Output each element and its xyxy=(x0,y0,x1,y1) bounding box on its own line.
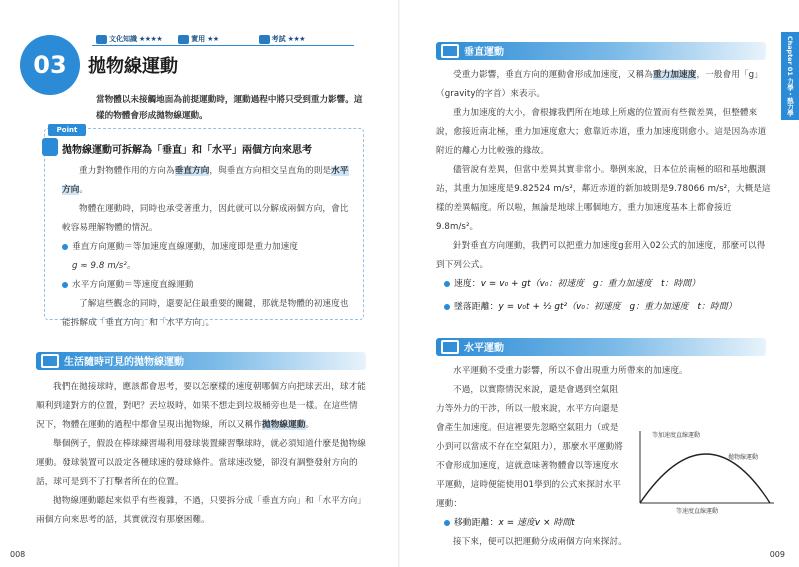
point-paragraph-1: 重力對物體作用的方向為垂直方向，與垂直方向相交呈直角的則是水平方向。 xyxy=(62,166,349,195)
book-icon xyxy=(96,35,107,44)
book-icon xyxy=(441,44,459,58)
point-bullet-1: 垂直方向運動＝等加速度直線運動，加速度即是重力加速度 xyxy=(62,238,354,257)
vertical-paragraph-1: 受重力影響，垂直方向的運動會形成加速度，又稱為重力加速度，一般會用「g」（gravity的字首）來表示。 xyxy=(436,70,763,99)
section-header-everyday: 生活隨時可見的拋物線運動 xyxy=(36,352,366,370)
section-header-vertical: 垂直運動 xyxy=(436,42,766,60)
point-formula: g ≈ 9.8 m/s²。 xyxy=(72,261,136,271)
badge-culture: 文化知識 ★★★★ xyxy=(96,34,162,44)
section-paragraph-3: 拋物線運動聽起來似乎有些複雜，不過，只要拆分成「垂直方向」和「水平方向」兩個方向來思考的話，其實就沒有那麼困難。 xyxy=(36,496,366,525)
bullet-icon xyxy=(444,520,450,526)
point-tag: Point xyxy=(48,124,86,136)
chapter-tab: Chapter 01 力學・熱力學 xyxy=(781,32,799,120)
stars: ★★★ xyxy=(287,35,305,43)
horizontal-paragraph-1: 水平運動不受重力影響，所以不會出現重力所帶來的加速度。 xyxy=(453,366,688,376)
bullet-icon xyxy=(62,282,68,288)
vertical-paragraph-4: 針對垂直方向運動，我們可以把重力加速度g套用入02公式的加速度，那麼可以得到下列公式。 xyxy=(436,241,766,270)
point-heading: 拋物線運動可拆解為「垂直」和「水平」兩個方向來思考 xyxy=(62,145,312,156)
vertical-body xyxy=(436,66,772,317)
page-number-left: 008 xyxy=(10,550,26,559)
badge-row xyxy=(96,34,346,44)
vertical-paragraph-3: 儘管說有差異，但當中差異其實非常小。舉例來說，日本位於南極的昭和基地觀測站，其重力加速度是9.82524 m/s²，鄰近赤道的新加坡則是9.78066 m/s²，大概是這樣的差異幅度。所以啦，無論是地球上哪個地方，重力加速度基本上都會接近9.8m/s²。 xyxy=(436,165,771,232)
tool-icon xyxy=(178,35,189,44)
section-body xyxy=(36,378,366,530)
right-page xyxy=(400,0,799,567)
projectile-diagram xyxy=(632,425,782,515)
point-paragraph-3: 了解這些觀念的同時，還要記住最重要的關鍵，那就是物體的初速度也能拆解成「垂直方向」和「水平方向」。 xyxy=(62,299,349,328)
book-icon xyxy=(41,354,59,368)
horizontal-paragraph-2: 不過，以實際情況來說，還是會遇到空氣阻力等外力的干涉，所以一般來說，水平方向還是會產生加速度。但這裡要先忽略空氣阻力（或是小到可以當成不存在空氣阻力），那麼水平運動將不會形成加速度，這就意味著物體會以等速度水平運動，這時便能使用01學到的公式來探討水平運動： xyxy=(436,385,623,509)
diagram-label-vertical: 等加速度直線運動 xyxy=(652,432,701,439)
point-body xyxy=(62,162,354,333)
bullet-icon xyxy=(62,244,68,250)
badge-practical: 實用 ★★ xyxy=(178,34,219,44)
formula-distance: 移動距離：x = 速度v × 時間t xyxy=(436,514,772,533)
chapter-title: 拋物線運動 xyxy=(88,56,178,77)
point-paragraph-2: 物體在運動時，同時也承受著重力，因此就可以分解成兩個方向，會比較容易理解物體的情況。 xyxy=(62,204,349,233)
section-header-horizontal: 水平運動 xyxy=(436,338,766,356)
formula-velocity: 速度：v = v₀ + gt（v₀：初速度 g：重力加速度 t：時間） xyxy=(436,275,772,294)
vertical-paragraph-2: 重力加速度的大小，會根據我們所在地球上所處的位置而有些微差異，但整體來說，愈接近南北極，重力加速度愈大；愈靠近赤道，重力加速度則愈小。這是因為赤道附近的離心力比較強的緣故。 xyxy=(436,108,767,156)
diagram-label-parabola: 拋物線運動 xyxy=(728,454,759,461)
badge-underline xyxy=(92,45,354,46)
horizontal-paragraph-3: 接下來，便可以把運動分成兩個方向來探討。 xyxy=(453,537,627,547)
trajectory-curve xyxy=(640,454,770,503)
bullet-icon xyxy=(444,304,450,310)
stars: ★★ xyxy=(207,35,219,43)
chapter-number-badge: 03 xyxy=(20,35,80,95)
point-bullet-2: 水平方向運動＝等速度直線運動 xyxy=(62,276,354,295)
section-paragraph-1: 我們在拋接球時，應該都會思考，要以怎麼樣的速度朝哪個方向把球丟出，球才能順利到達對方的位置，對吧？丟垃圾時，如果不想走到垃圾桶旁也是一樣。在這些情況下，物體在運動的過程中都會呈現出拋物線，所以又稱作拋物線運動。 xyxy=(36,382,366,430)
page-number-right: 009 xyxy=(769,550,785,559)
diagram-label-horizontal: 等速度直線運動 xyxy=(676,508,719,515)
stars: ★★★★ xyxy=(139,35,163,43)
book-icon xyxy=(441,340,459,354)
lead-paragraph: 當物體以未接觸地面為前提運動時，運動過程中將只受到重力影響。這樣的物體會形成拋物線運動。 xyxy=(96,95,363,121)
badge-exam: 考試 ★★★ xyxy=(259,34,305,44)
bullet-icon xyxy=(444,281,450,287)
hand-icon xyxy=(42,138,58,156)
left-page xyxy=(0,0,399,567)
section-paragraph-2: 舉個例子，假設在棒球練習場利用發球裝置練習擊球時，就必須知道什麼是拋物線運動。發球裝置可以設定各種球速的發球條件。當球速改變，卻沒有調整發射方向的話，球可是到不了打擊者所在的位置。 xyxy=(36,439,366,487)
exam-icon xyxy=(259,35,270,44)
formula-fall-distance: 墜落距離：y = v₀t + ½ gt²（v₀：初速度 g：重力加速度 t：時間） xyxy=(436,298,772,317)
